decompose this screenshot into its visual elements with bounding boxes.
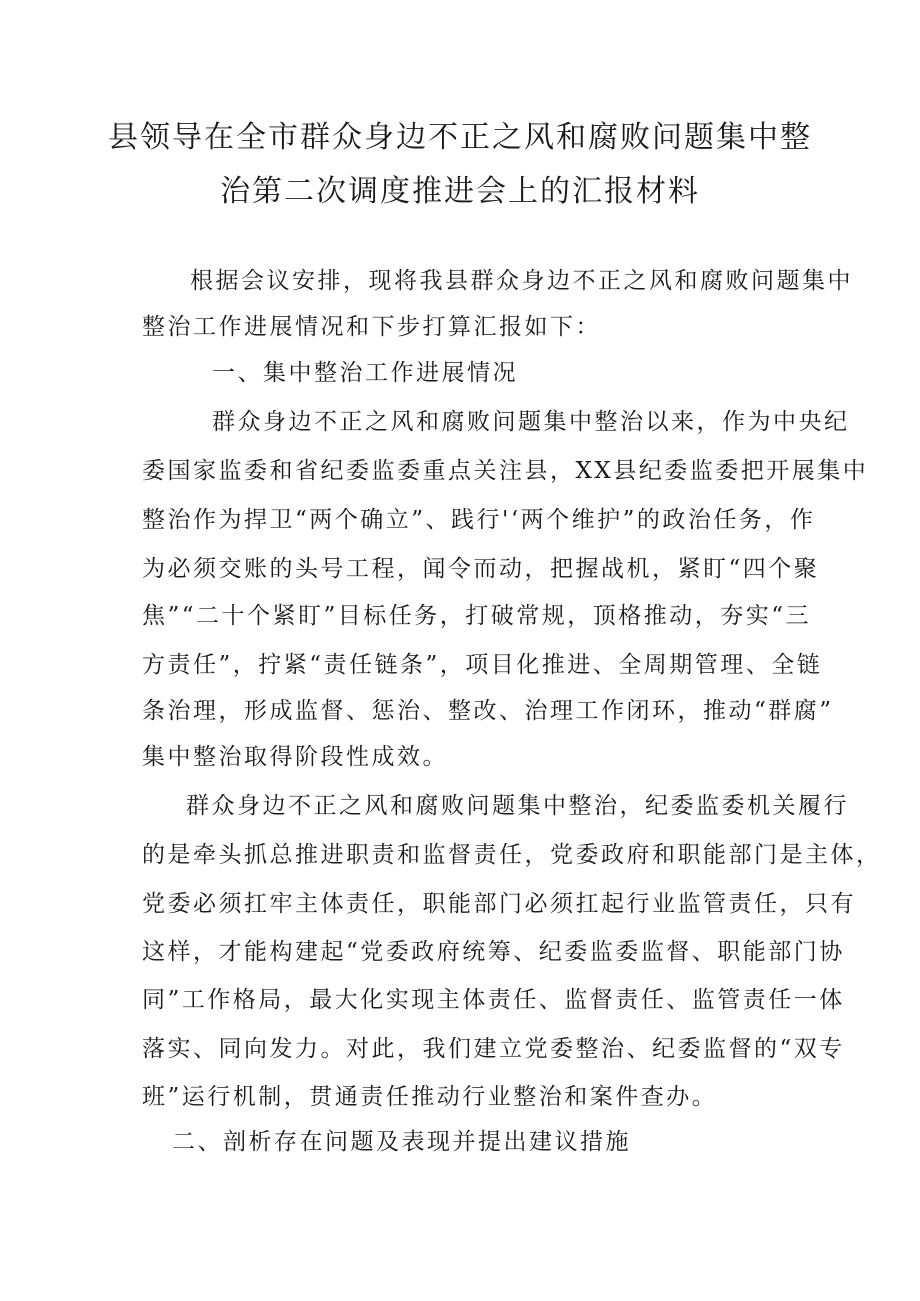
paragraph-2-line-1: 群众身边不正之风和腐败问题集中整治，纪委监委机关履行: [186, 793, 849, 819]
paragraph-2-line-4: 这样，才能构建起“党委政府统筹、纪委监委监督、职能部门协: [142, 939, 845, 965]
paragraph-1-line-2: 委国家监委和省纪委监委重点关注县，XX县纪委监委把开展集中: [142, 458, 869, 484]
document-title-line-2: 治第二次调度推进会上的汇报材料: [220, 174, 700, 209]
paragraph-2-line-2: 的是牵头抓总推进职责和监督责任，党委政府和职能部门是主体，: [142, 842, 882, 868]
paragraph-1-line-3: 整治作为捍卫“两个确立”、践行'‘两个维护”的政治任务，作: [142, 507, 816, 533]
section-heading-1: 一、集中整治工作进展情况: [212, 360, 518, 386]
intro-line-2: 整治工作进展情况和下步打算汇报如下：: [142, 314, 601, 340]
paragraph-2-line-5: 同”工作格局，最大化实现主体责任、监督责任、监管责任一体: [142, 987, 845, 1013]
paragraph-2-line-7: 班”运行机制，贯通责任推动行业整治和案件查办。: [142, 1084, 718, 1110]
paragraph-1-line-7: 条治理，形成监督、惩治、整改、治理工作闭环，推动“群腐”: [142, 698, 834, 724]
paragraph-1-line-5: 焦”“二十个紧盯”目标任务，打破常规，顶格推动，夯实“三: [142, 603, 812, 629]
paragraph-1-line-1: 群众身边不正之风和腐败问题集中整治以来，作为中央纪: [212, 409, 850, 435]
paragraph-1-line-4: 为必须交账的头号工程，闻令而动，把握战机，紧盯“四个聚: [142, 556, 820, 582]
paragraph-1-line-6: 方责任”，拧紧“责任链条”，项目化推进、全周期管理、全链: [142, 652, 823, 678]
paragraph-1-line-8: 集中整治取得阶段性成效。: [142, 744, 448, 770]
document-title-line-1: 县领导在全市群众身边不正之风和腐败问题集中整: [108, 120, 812, 155]
section-heading-2: 二、剖析存在问题及表现并提出建议措施: [172, 1129, 631, 1155]
paragraph-2-line-6: 落实、同向发力。对此，我们建立党委整治、纪委监督的“双专: [142, 1036, 845, 1062]
intro-line-1: 根据会议安排，现将我县群众身边不正之风和腐败问题集中: [190, 268, 853, 294]
paragraph-2-line-3: 党委必须扛牢主体责任，职能部门必须扛起行业监管责任，只有: [142, 891, 856, 917]
